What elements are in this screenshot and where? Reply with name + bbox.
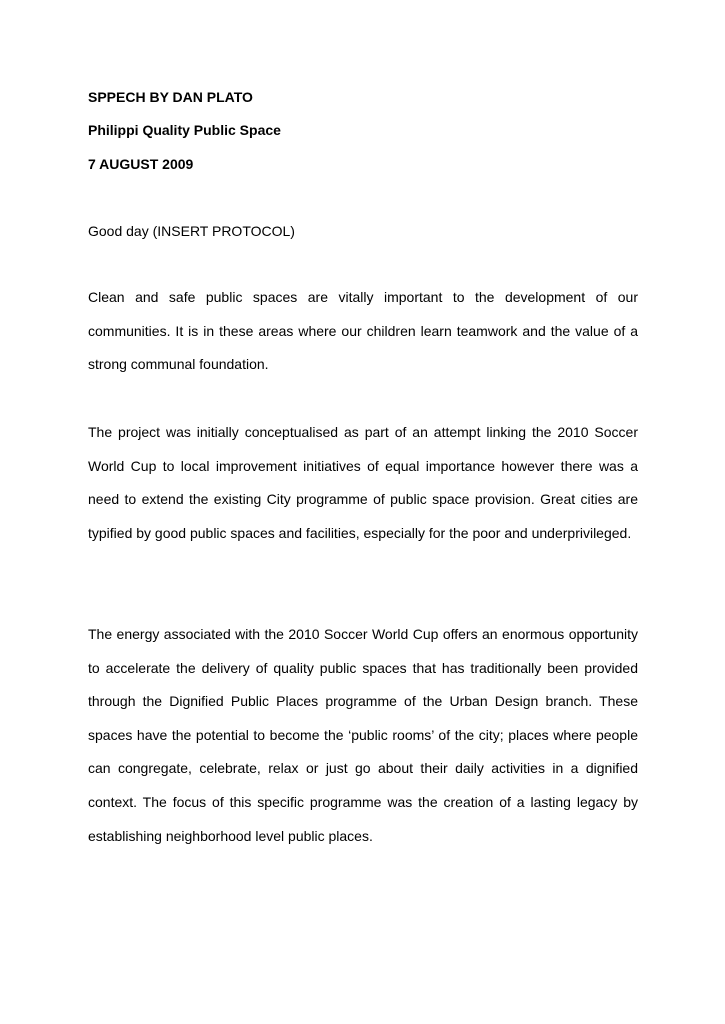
event-title: Philippi Quality Public Space — [88, 122, 281, 138]
paragraph-project-background: The project was initially conceptualised as part of an attempt linking the 2010 Soccer World Cup to local improvement initiatives of equal importance however there was a need to extend the existing City programme of public space provision. Great cities are typified by good public spaces and facilities, especially for the poor and underprivileged. — [88, 424, 638, 541]
greeting-line: Good day (INSERT PROTOCOL) — [88, 223, 295, 239]
paragraph-public-spaces: Clean and safe public spaces are vitally important to the development of our communities. It is in these areas where our children learn teamwork and the value of a strong communal foundation. — [88, 289, 638, 373]
paragraph-world-cup-opportunity: The energy associated with the 2010 Soccer World Cup offers an enormous opportunity to accelerate the delivery of quality public spaces that has traditionally been provided through the Dignified Public Places programme of the Urban Design branch. These spaces have the potential to become the ‘public rooms’ of the city; places where people can congregate, celebrate, relax or just go about their daily activities in a dignified context. The focus of this specific programme was the creation of a lasting legacy by establishing neighborhood level public places. — [88, 626, 638, 844]
speech-date: 7 AUGUST 2009 — [88, 156, 194, 172]
speech-title: SPPECH BY DAN PLATO — [88, 89, 253, 105]
